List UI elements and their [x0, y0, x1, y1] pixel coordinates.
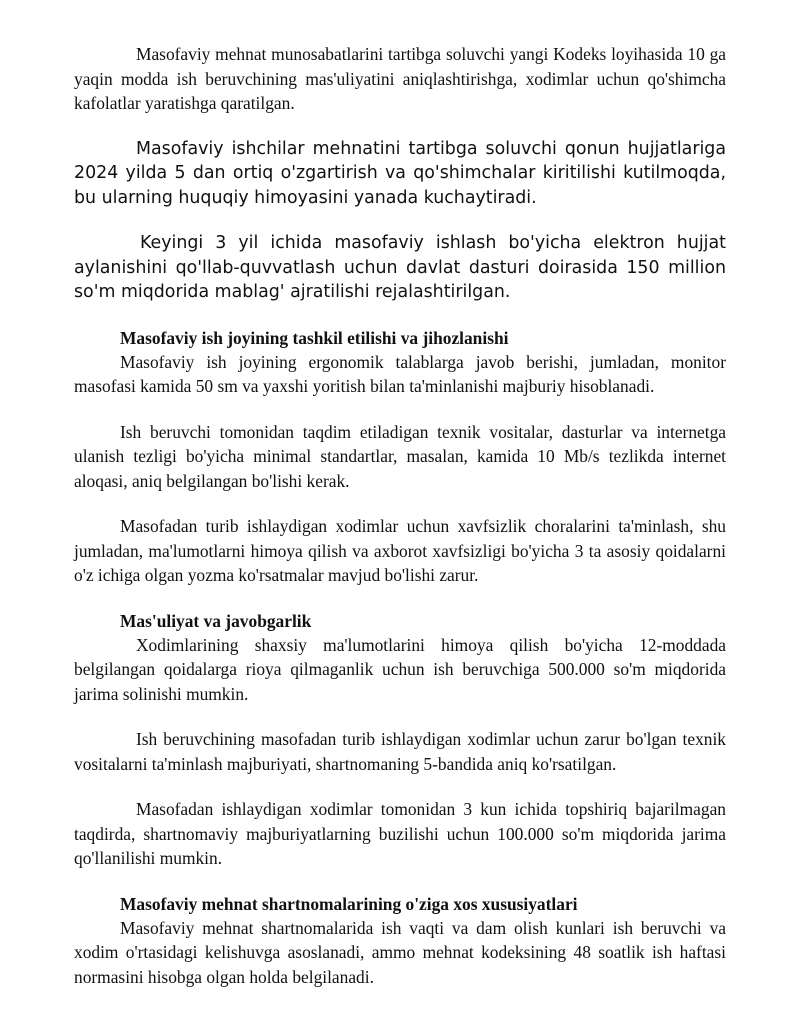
- intro-paragraph: Masofaviy ishchilar mehnatini tartibga soluvchi qonun hujjatlariga 2024 yilda 5 dan ortiq o'zgartirish va qo'shimchalar kiritilishi kutilmoqda, bu ularning huquqiy himoyasini yanada kuchaytiradi.: [74, 138, 726, 208]
- liability-paragraph: Xodimlarining shaxsiy ma'lumotlarini himoya qilish bo'yicha 12-moddada belgilangan qoidalarga rioya qilmaganlik uchun ish beruvchiga 500.000 so'm miqdorida jarima solinishi mumkin.: [74, 634, 726, 704]
- workplace-paragraph: Masofaviy ish joyining ergonomik talablarga javob berishi, jumladan, monitor masofasi kamida 50 sm va yaxshi yoritish bilan ta'minlanishi majburiy hisoblanadi.: [74, 351, 726, 396]
- workplace-paragraph: Masofadan turib ishlaydigan xodimlar uchun xavfsizlik choralarini ta'minlash, shu jumladan, ma'lumotlarni himoya qilish va axborot xavfsizligi bo'yicha 3 ta asosiy qoidalarni o'z ichiga olgan yozma ko'rsatmalar mavjud bo'lishi zarur.: [74, 516, 726, 585]
- section-heading-contracts: Masofaviy mehnat shartnomalarining o'ziga xos xususiyatlari: [120, 893, 578, 914]
- liability-paragraph: Ish beruvchining masofadan turib ishlaydigan xodimlar uchun zarur bo'lgan texnik vositalarni ta'minlash majburiyati, shartnomaning 5-bandida aniq ko'rsatilgan.: [74, 729, 726, 774]
- section-heading-liability: Mas'uliyat va javobgarlik: [120, 610, 312, 631]
- contracts-paragraph: Masofaviy mehnat shartnomalarida ish vaqti va dam olish kunlari ish beruvchi va xodim o'rtasidagi kelishuvga asoslanadi, ammo mehnat kodeksining 48 soatlik ish haftasi normasini hisobga olgan holda belgilanadi.: [74, 917, 726, 987]
- section-heading-workplace: Masofaviy ish joyining tashkil etilishi va jihozlanishi: [120, 327, 509, 348]
- intro-paragraph: Masofaviy mehnat munosabatlarini tartibga soluvchi yangi Kodeks loyihasida 10 ga yaqin modda ish beruvchining mas'uliyatini aniqlashtirishga, xodimlar uchun qo'shimcha kafolatlar yaratishga qaratilgan.: [74, 44, 726, 113]
- intro-paragraph: Keyingi 3 yil ichida masofaviy ishlash bo'yicha elektron hujjat aylanishini qo'llab-quvvatlash uchun davlat dasturi doirasida 150 million so'm miqdorida mablag' ajratilishi rejalashtirilgan.: [74, 233, 726, 302]
- workplace-paragraph: Ish beruvchi tomonidan taqdim etiladigan texnik vositalar, dasturlar va internetga ulanish tezligi bo'yicha minimal standartlar, masalan, kamida 10 Mb/s tezlikda internet aloqasi, aniq belgilangan bo'lishi kerak.: [74, 421, 726, 491]
- liability-paragraph: Masofadan ishlaydigan xodimlar tomonidan 3 kun ichida topshiriq bajarilmagan taqdirda, shartnomaviy majburiyatlarning buzilishi uchun 100.000 so'm miqdorida jarima qo'llanilishi mumkin.: [74, 799, 726, 868]
